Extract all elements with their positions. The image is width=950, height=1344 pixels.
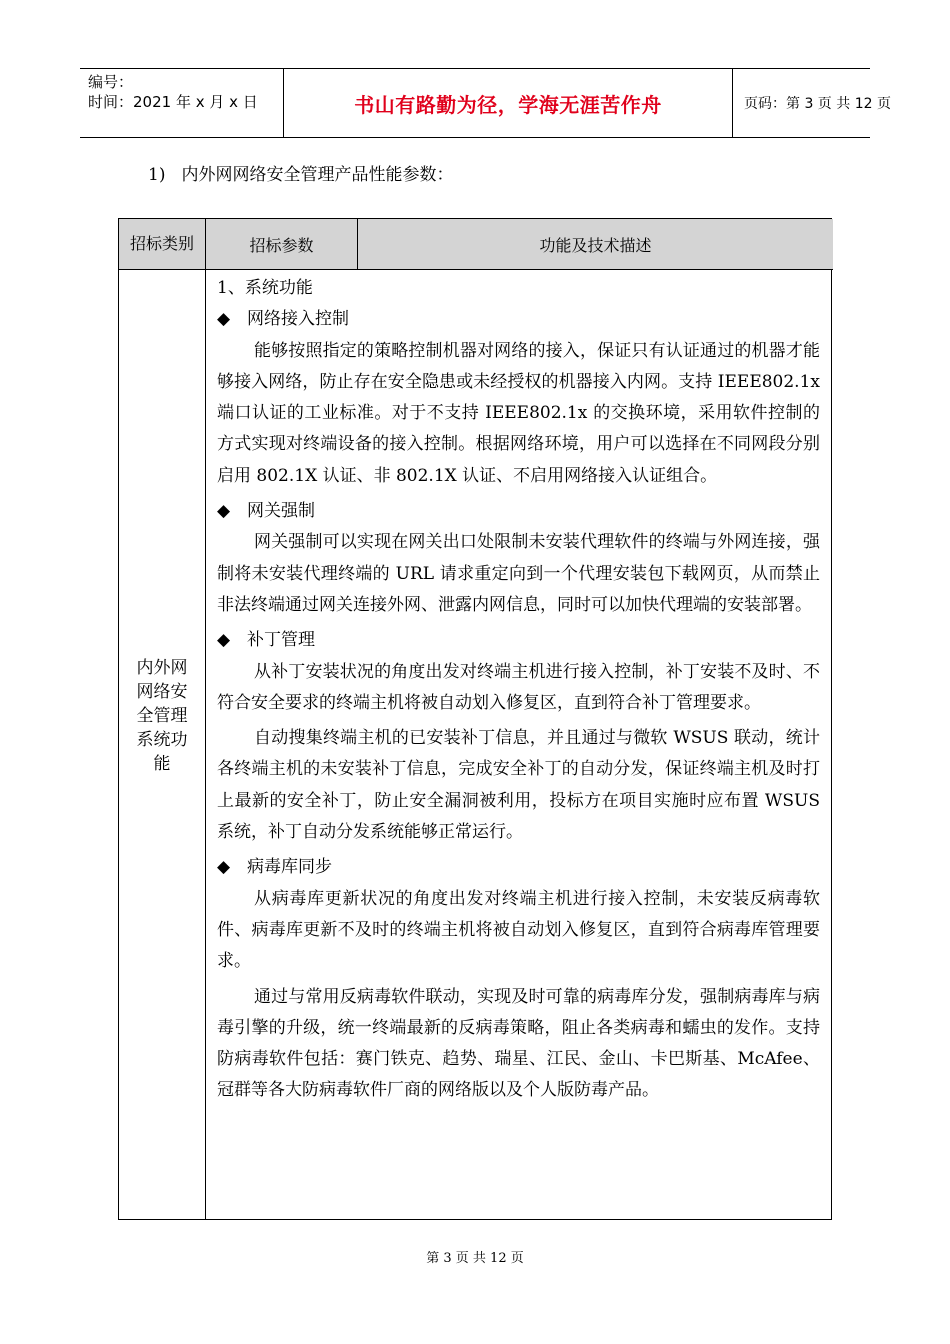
diamond-bullet-icon: ◆	[217, 857, 231, 878]
page-info: 页码：第 3 页 共 12 页	[744, 96, 891, 112]
bullet-network-access	[217, 304, 820, 335]
motto: 书山有路勤为径，学海无涯苦作舟	[354, 92, 662, 117]
section-number: 1)	[148, 165, 166, 185]
bullet-title: 网关强制	[247, 501, 315, 522]
spec-table	[118, 218, 832, 1220]
section-title	[148, 160, 453, 185]
bullet-gateway	[217, 496, 820, 527]
paragraph: 能够按照指定的策略控制机器对网络的接入，保证只有认证通过的机器才能够接入网络，防止存在安全隐患或未经授权的机器接入内网。支持 IEEE802.1x 端口认证的工业标准。对于不支持 IEEE802.1x 的交换环境，采用软件控制的方式实现对终端设备的接入控制。根据网络环境，用户可以选择在不同网段分别启用 802.1X 认证、非 802.1X 认证、不启用网络接入认证组合。	[217, 340, 820, 486]
paragraph: 从病毒库更新状况的角度出发对终端主机进行接入控制，未安装反病毒软件、病毒库更新不及时的终端主机将被自动划入修复区，直到符合病毒库管理要求。	[217, 888, 820, 972]
bullet-title: 补丁管理	[247, 630, 315, 651]
paragraph: 从补丁安装状况的角度出发对终端主机进行接入控制，补丁安装不及时、不符合安全要求的终端主机将被自动划入修复区，直到符合补丁管理要求。	[217, 661, 820, 713]
page-footer: 第 3 页 共 12 页	[426, 1251, 524, 1266]
paragraph: 自动搜集终端主机的已安装补丁信息，并且通过与微软 WSUS 联动，统计各终端主机的未安装补丁信息，完成安全补丁的自动分发，保证终端主机及时打上最新的安全补丁，防止安全漏洞被利用，投标方在项目实施时应布置 WSUS 系统，补丁自动分发系统能够正常运行。	[217, 728, 820, 843]
category-cell	[119, 270, 206, 1219]
paragraph: 网关强制可以实现在网关出口处限制未安装代理软件的终端与外网连接，强制将未安装代理终端的 URL 请求重定向到一个代理安装包下载网页，从而禁止非法终端通过网关连接外网、泄露内网信息，同时可以加快代理端的安装部署。	[217, 532, 820, 615]
diamond-bullet-icon: ◆	[217, 309, 231, 330]
bullet-patch	[217, 625, 820, 656]
header-description: 功能及技术描述	[358, 219, 833, 270]
bullet-title: 网络接入控制	[247, 309, 349, 330]
description-cell	[217, 273, 820, 1107]
document-header	[80, 68, 891, 138]
bullet-virus-db	[217, 852, 820, 883]
paragraph: 通过与常用反病毒软件联动，实现及时可靠的病毒库分发，强制病毒库与病毒引擎的升级，统一终端最新的反病毒策略，阻止各类病毒和蠕虫的发作。支持防病毒软件包括：赛门铁克、趋势、瑞星、江民、金山、卡巴斯基、McAfee、冠群等各大防病毒软件厂商的网络版以及个人版防毒产品。	[217, 986, 820, 1101]
time-label: 时间：2021 年 x 月 x 日	[88, 93, 258, 111]
header-motto-cell	[283, 69, 733, 137]
category-text: 内外网网络安全管理系统功能	[136, 657, 188, 774]
header-category: 招标类别	[119, 219, 206, 270]
header-meta	[80, 69, 283, 137]
diamond-bullet-icon: ◆	[217, 630, 231, 651]
header-params: 招标参数	[206, 219, 358, 270]
section-title-text: 内外网网络安全管理产品性能参数：	[181, 165, 454, 185]
diamond-bullet-icon: ◆	[217, 501, 231, 522]
number-label: 编号：	[88, 73, 134, 91]
content-heading: 1、系统功能	[217, 278, 313, 298]
bullet-title: 病毒库同步	[247, 857, 332, 878]
